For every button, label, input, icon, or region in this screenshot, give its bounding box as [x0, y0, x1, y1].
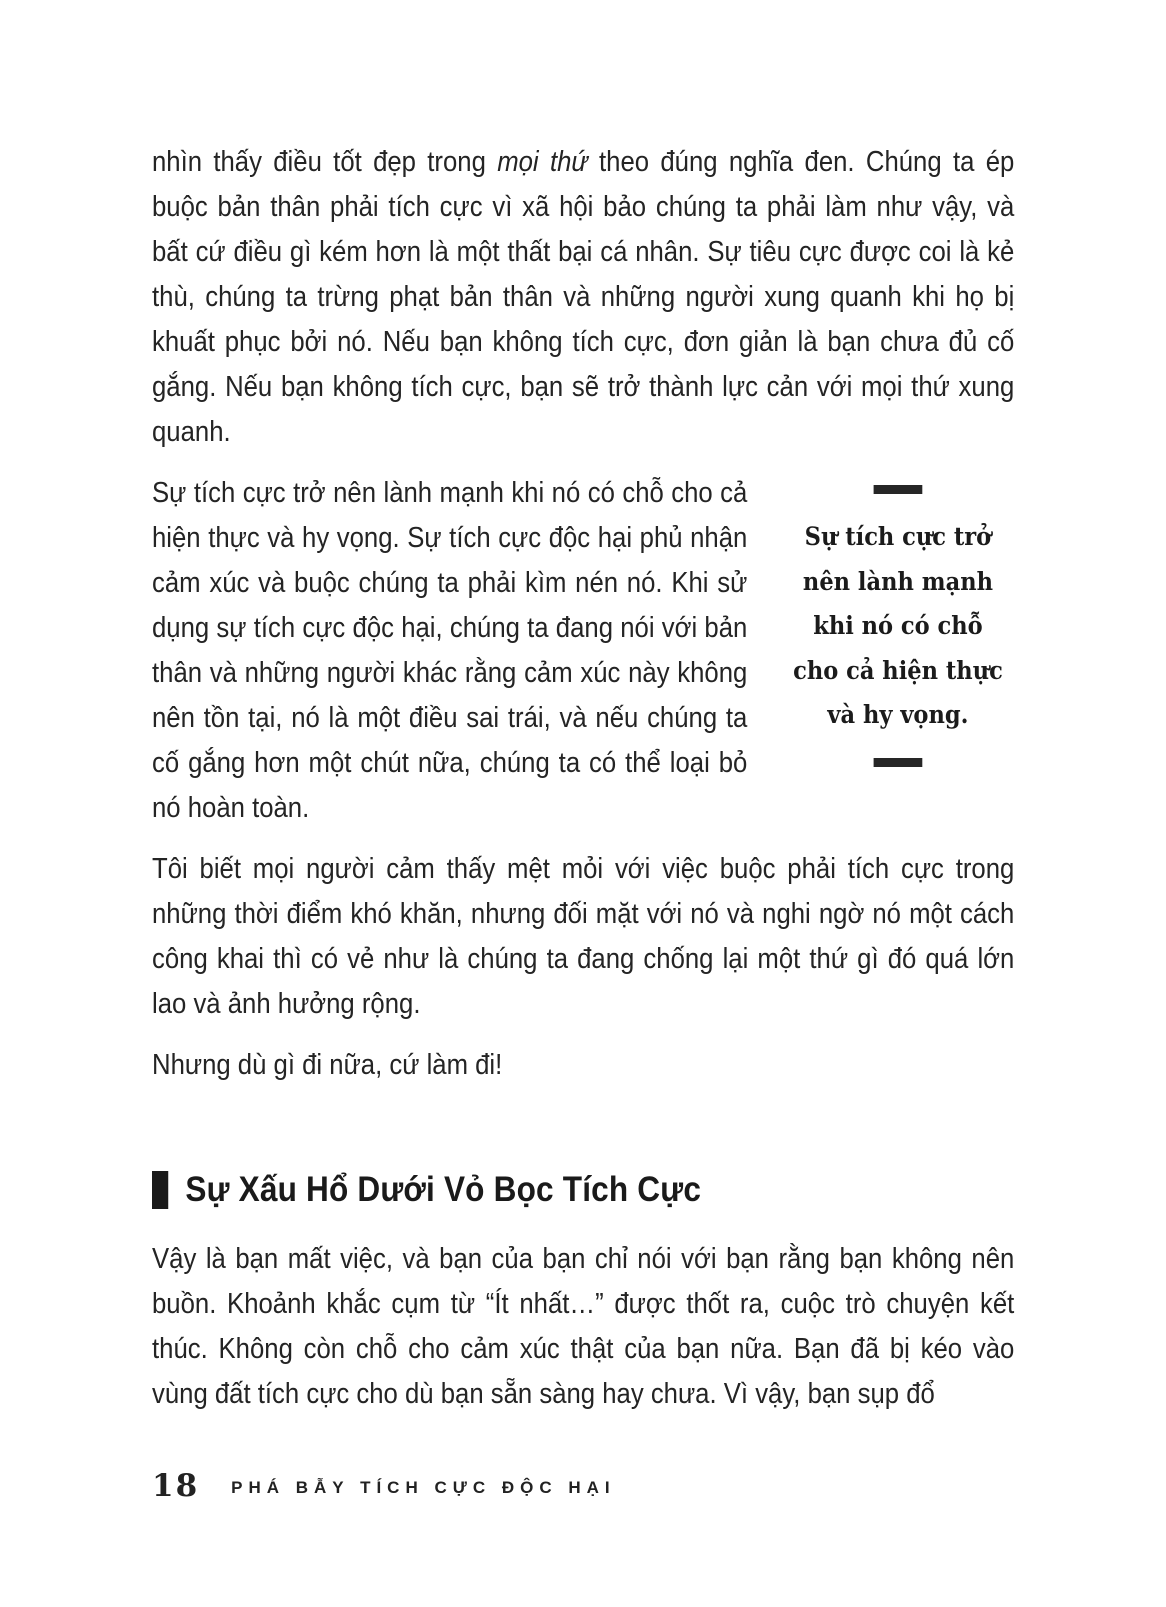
pullquote-bottom-bar [874, 758, 923, 767]
paragraph-just-do-it: Nhưng dù gì đi nữa, cứ làm đi! [152, 1049, 503, 1081]
italic-phrase: mọi thứ [497, 146, 588, 178]
intro-text-before: nhìn thấy điều tốt đẹp trong [152, 146, 498, 178]
page-number: 18 [152, 1468, 200, 1504]
section-heading-bullet [152, 1171, 168, 1209]
pullquote [782, 485, 1015, 767]
pullquote-line: và hy vọng. [827, 700, 969, 729]
running-title: PHÁ BẪY TÍCH CỰC ĐỘC HẠI [231, 1478, 616, 1497]
page-footer [152, 1468, 616, 1504]
pullquote-line: Sự tích cực trở [804, 522, 992, 551]
paragraph-positivity-healthy: Sự tích cực trở nên lành mạnh khi nó có chỗ cho cả hiện thực và hy vọng. Sự tích cực độc hại phủ nhận cảm xúc và buộc chúng ta phải kìm nén nó. Khi sử dụng sự tích cực độc hại, chúng ta đang nói với bản thân và những người khác rằng cảm xúc này không nên tồn tại, nó là một điều sai trái, và nếu chúng ta cố gắng hơn một chút nữa, chúng ta có thể loại bỏ nó hoàn toàn. [152, 477, 748, 824]
paragraph-intro [152, 140, 1014, 455]
pullquote-top-bar [874, 485, 923, 494]
section-heading: Sự Xấu Hổ Dưới Vỏ Bọc Tích Cực [185, 1170, 702, 1209]
pullquote-text [782, 515, 1015, 738]
paragraph-shame-disguised: Vậy là bạn mất việc, và bạn của bạn chỉ nói với bạn rằng bạn không nên buồn. Khoảnh khắc cụm từ “Ít nhất…” được thốt ra, cuộc trò chuyện kết thúc. Không còn chỗ cho cảm xúc thật của bạn nữa. Bạn đã bị kéo vào vùng đất tích cực cho dù bạn sẵn sàng hay chưa. Vì vậy, bạn sụp đổ [152, 1243, 1015, 1410]
pullquote-line: nên lành mạnh [802, 566, 993, 596]
intro-text-after: theo đúng nghĩa đen. Chúng ta ép buộc bản thân phải tích cực vì xã hội bảo chúng ta phải làm như vậy, và bất cứ điều gì kém hơn là một thất bại cá nhân. Sự tiêu cực được coi là kẻ thù, chúng ta trừng phạt bản thân và những người xung quanh khi họ bị khuất phục bởi nó. Nếu bạn không tích cực, đơn giản là bạn chưa đủ cố gắng. Nếu bạn không tích cực, bạn sẽ trở thành lực cản với mọi thứ xung quanh. [152, 146, 1015, 448]
content-column [152, 140, 1014, 1433]
pullquote-line: khi nó có chỗ [813, 611, 983, 640]
pullquote-line: cho cả hiện thực [793, 655, 1003, 685]
section-heading-row [152, 1170, 1014, 1210]
paragraph-tired-of-positivity: Tôi biết mọi người cảm thấy mệt mỏi với việc buộc phải tích cực trong những thời điểm khó khăn, nhưng đối mặt với nó và nghi ngờ nó một cách công khai thì có vẻ như là chúng ta đang chống lại một thứ gì đó quá lớn lao và ảnh hưởng rộng. [152, 853, 1015, 1020]
paragraph-with-pullquote [152, 471, 1014, 847]
